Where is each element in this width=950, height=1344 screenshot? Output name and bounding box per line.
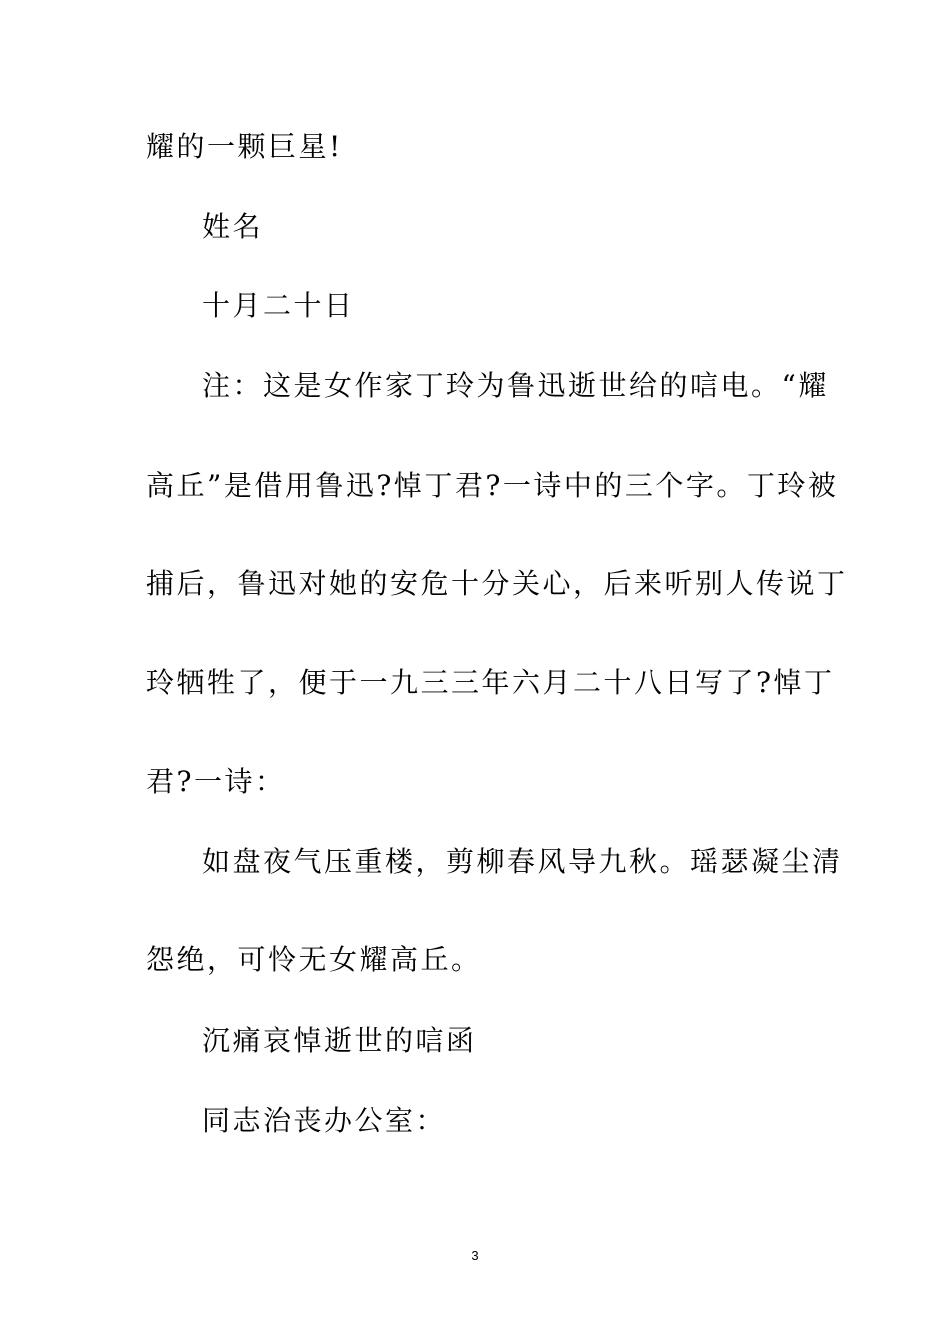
- page-number: 3: [471, 1248, 479, 1263]
- signature-date: 十月二十日: [202, 289, 355, 322]
- note-line-4: 玲牺牲了，便于一九三三年六月二十八日写了?悼丁: [146, 666, 835, 699]
- note-line-5: 君?一诗：: [146, 765, 286, 798]
- poem-line-2: 怨绝，可怜无女耀高丘。: [146, 943, 482, 976]
- text-line-closing: 耀的一颗巨星!: [146, 130, 343, 163]
- poem-line-1: 如盘夜气压重楼，剪柳春风导九秋。瑶瑟凝尘清: [202, 845, 843, 878]
- section-heading: 沉痛哀悼逝世的唁函: [202, 1024, 477, 1057]
- salutation: 同志治丧办公室：: [202, 1104, 447, 1137]
- note-line-2: 高丘”是借用鲁迅?悼丁君?一诗中的三个字。丁玲被: [146, 469, 839, 502]
- signature-name: 姓名: [202, 210, 264, 243]
- note-line-1: 注：这是女作家丁玲为鲁迅逝世给的唁电。“耀: [202, 369, 829, 402]
- note-line-3: 捕后，鲁迅对她的安危十分关心，后来听别人传说丁: [146, 567, 848, 600]
